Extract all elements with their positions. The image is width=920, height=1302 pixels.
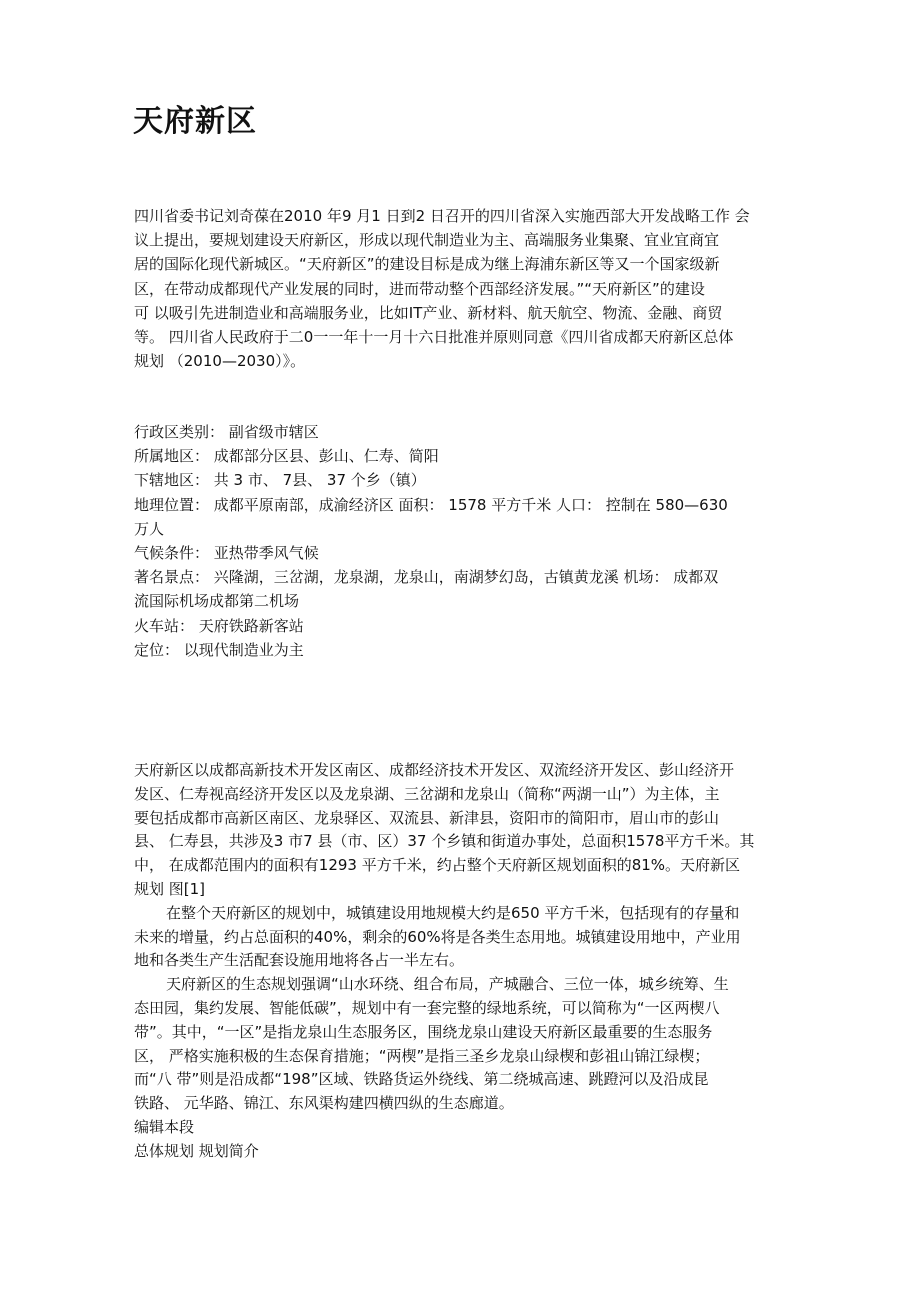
body-line: 区， 严格实施积极的生态保育措施；“两楔”是指三圣乡龙泉山绿楔和彭祖山锦江绿楔； <box>134 1046 710 1065</box>
body-line: 天府新区的生态规划强调“山水环绕、组合布局，产城融合、三位一体，城乡统筹、生 <box>166 975 729 994</box>
body-line: 地和各类生产生活配套设施用地将各占一半左右。 <box>134 951 465 970</box>
intro-line: 议上提出，要规划建设天府新区，形成以现代制造业为主、高端服务业集聚、宜业宜商宜 <box>134 231 720 250</box>
body-line: 态田园，集约发展、智能低碳”，规划中有一套完整的绿地系统，可以简称为“一区两楔八 <box>134 998 720 1017</box>
document-title: 天府新区 <box>133 104 257 139</box>
info-line: 著名景点： 兴隆湖，三岔湖，龙泉湖，龙泉山，南湖梦幻岛，古镇黄龙溪 机场： 成都双 <box>134 568 719 587</box>
body-line: 铁路、 元华路、锦江、东风渠构建四横四纵的生态廊道。 <box>134 1094 514 1113</box>
intro-line: 四川省委书记刘奇葆在2010 年9 月1 日到2 日召开的四川省深入实施西部大开发战略工作 会 <box>134 207 750 225</box>
body-line: 带”。其中，“一区”是指龙泉山生态服务区，围绕龙泉山建设天府新区最重要的生态服务 <box>134 1022 713 1041</box>
body-line: 编辑本段 <box>134 1117 195 1136</box>
intro-line: 等。 四川省人民政府于二0一一年十一月十六日批准并原则同意《四川省成都天府新区总体 <box>134 327 734 346</box>
body-line: 天府新区以成都高新技术开发区南区、成都经济技术开发区、双流经济开发区、彭山经济开 <box>134 761 735 779</box>
body-line: 中， 在成都范围内的面积有1293 平方千米，约占整个天府新区规划面积的81%。天府新区 <box>134 856 741 875</box>
info-line: 火车站： 天府铁路新客站 <box>134 616 304 635</box>
body-line: 发区、仁寿视高经济开发区以及龙泉湖、三岔湖和龙泉山（简称“两湖一山”）为主体，主 <box>134 784 720 803</box>
body-line: 县、 仁寿县，共涉及3 市7 县（市、区）37 个乡镇和街道办事处，总面积1578平方千米。其 <box>134 832 755 851</box>
intro-paragraph <box>134 204 794 373</box>
info-line: 行政区类别： 副省级市辖区 <box>134 423 319 441</box>
info-line: 所属地区： 成都部分区县、彭山、仁寿、简阳 <box>134 447 439 466</box>
info-line: 气候条件： 亚热带季风气候 <box>134 543 319 562</box>
body-line: 未来的增量，约占总面积的40%，剩余的60%将是各类生态用地。城镇建设用地中，产业用 <box>134 927 741 946</box>
body-line: 而“八 带”则是沿成都“198”区域、铁路货运外绕线、第二绕城高速、跳蹬河以及沿成昆 <box>134 1070 709 1089</box>
info-line: 定位： 以现代制造业为主 <box>134 640 304 659</box>
body-line: 总体规划 规划简介 <box>134 1141 259 1160</box>
intro-line: 居的国际化现代新城区。“天府新区”的建设目标是成为继上海浦东新区等又一个国家级新 <box>134 255 720 274</box>
body-line: 规划 图[1] <box>134 879 206 898</box>
info-line: 下辖地区： 共 3 市、 7县、 37 个乡（镇） <box>134 471 426 490</box>
info-line: 流国际机场成都第二机场 <box>134 592 300 611</box>
intro-line: 可 以吸引先进制造业和高端服务业，比如IT产业、新材料、航天航空、物流、金融、商贸 <box>134 303 723 322</box>
info-list <box>134 420 794 662</box>
body-section <box>134 759 794 1164</box>
body-line: 要包括成都市高新区南区、龙泉驿区、双流县、新津县，资阳市的简阳市，眉山市的彭山 <box>134 808 720 827</box>
info-line: 地理位置： 成都平原南部，成渝经济区 面积： 1578 平方千米 人口： 控制在 580—630 <box>134 495 728 514</box>
intro-line: 规划 （2010—2030）》。 <box>134 352 306 371</box>
body-line: 在整个天府新区的规划中，城镇建设用地规模大约是650 平方千米，包括现有的存量和 <box>166 903 740 922</box>
info-line: 万人 <box>134 519 165 538</box>
intro-line: 区，在带动成都现代产业发展的同时，进而带动整个西部经济发展。”“天府新区”的建设 <box>134 279 705 298</box>
